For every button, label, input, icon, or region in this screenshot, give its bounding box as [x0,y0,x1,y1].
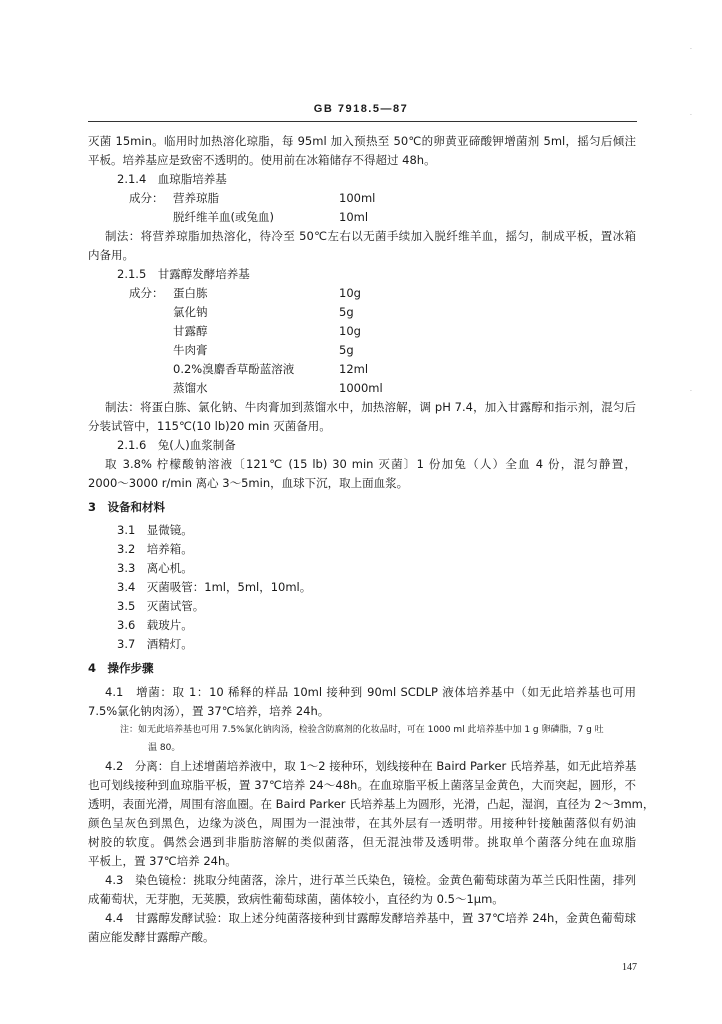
paragraph-line: 颜色呈灰色到黑色，边缘为淡色，周围为一混浊带，在其外层有一透明带。用接种针接触菌落似有奶油 [88,816,636,830]
ingredients-label: 成分： [129,286,164,300]
page-number: 147 [622,962,637,973]
equipment-item: 3.6 载玻片。 [117,618,193,632]
ingredient-quantity: 5g [339,305,354,319]
subsection-heading: 2.1.6 兔(人)血浆制备 [117,438,236,452]
paragraph-line: 菌应能发酵甘露醇产酸。 [88,930,215,944]
ingredient-name: 脱纤维羊血(或兔血) [173,210,274,224]
paragraph-line: 4.3 染色镜检：挑取分纯菌落，涂片，进行革兰氏染色，镜检。金黄色葡萄球菌为革兰氏阳性菌，排列 [105,873,636,887]
ingredient-quantity: 12ml [339,362,369,376]
ingredient-name: 氯化钠 [173,305,208,319]
subsection-heading: 2.1.5 甘露醇发酵培养基 [117,267,250,281]
scan-mark: · [690,112,692,119]
paragraph-line: 7.5%氯化钠肉汤），置 37℃培养，培养 24h。 [88,704,330,718]
equipment-item: 3.2 培养箱。 [117,542,193,556]
ingredient-name: 甘露醇 [173,324,208,338]
paragraph-line: 平板。培养基应是致密不透明的。使用前在冰箱储存不得超过 48h。 [88,153,436,167]
ingredient-quantity: 10g [339,286,361,300]
method-line: 分装试管中，115℃(10 lb)20 min 灭菌备用。 [88,419,331,433]
paragraph-line: 取 3.8% 柠檬酸钠溶液〔121℃ (15 lb) 30 min 灭菌〕1 份加兔（人）全血 4 份，混匀静置， [105,457,636,471]
ingredient-name: 蒸馏水 [173,381,208,395]
equipment-item: 3.4 灭菌吸管：1ml，5ml，10ml。 [117,580,312,594]
note-line: 温 80。 [148,743,181,753]
section-heading: 4 操作步骤 [88,661,154,675]
paragraph-line: 灭菌 15min。临用时加热溶化琼脂，每 95ml 加入预热至 50℃的卵黄亚碲酸钾增菌剂 5ml，摇匀后倾注 [88,134,636,148]
scan-mark: · [690,388,692,395]
method-line: 制法：将蛋白胨、氯化钠、牛肉膏加到蒸馏水中，加热溶解，调 pH 7.4，加入甘露醇和指示剂，混匀后 [105,400,636,414]
equipment-item: 3.3 离心机。 [117,561,193,575]
paragraph-line: 平板上，置 37℃培养 24h。 [88,854,237,868]
paragraph-line: 也可划线接种到血琼脂平板，置 37℃培养 24～48h。在血琼脂平板上菌落呈金黄色，大而突起，圆形，不 [88,778,636,792]
scan-mark: · [690,46,692,53]
subsection-heading: 2.1.4 血琼脂培养基 [117,172,227,186]
equipment-item: 3.7 酒精灯。 [117,637,193,651]
paragraph-line: 2000～3000 r/min 离心 3～5min，血球下沉，取上面血浆。 [88,476,409,490]
method-line: 内备用。 [88,248,134,262]
equipment-item: 3.1 显微镜。 [117,523,193,537]
paragraph-line: 透明，表面光滑，周围有溶血圈。在 Baird Parker 氏培养基上为圆形，光滑，凸起，湿润，直径为 2～3mm， [88,797,655,811]
equipment-item: 3.5 灭菌试管。 [117,599,205,613]
ingredient-name: 牛肉膏 [173,343,208,357]
ingredient-name: 蛋白胨 [173,286,208,300]
paragraph-line: 4.2 分离：自上述增菌培养液中，取 1～2 接种环，划线接种在 Baird Parker 氏培养基，如无此培养基 [105,759,637,773]
ingredient-name: 0.2%溴麝香草酚蓝溶液 [173,362,295,376]
ingredient-name: 营养琼脂 [173,191,219,205]
paragraph-line: 成葡萄状，无芽胞，无荚膜，致病性葡萄球菌，菌体较小，直径约为 0.5～1μm。 [88,892,504,906]
ingredient-quantity: 10ml [339,210,369,224]
paragraph-line: 树胶的软度。偶然会遇到非脂肪溶解的类似菌落，但无混浊带及透明带。挑取单个菌落分纯在血琼脂 [88,835,636,849]
method-line: 制法：将营养琼脂加热溶化，待冷至 50℃左右以无菌手续加入脱纤维羊血，摇匀，制成平板，置冰箱 [105,229,636,243]
ingredient-quantity: 5g [339,343,354,357]
ingredient-quantity: 1000ml [339,381,383,395]
ingredient-quantity: 10g [339,324,361,338]
note-line: 注：如无此培养基也可用 7.5%氯化钠肉汤，检验含防腐剂的化妆品时，可在 1000 ml 此培养基中加 1 g 卵磷脂，7 g 吐 [120,725,604,735]
ingredients-label: 成分： [129,191,164,205]
paragraph-line: 4.4 甘露醇发酵试验：取上述分纯菌落接种到甘露醇发酵培养基中，置 37℃培养 24h，金黄色葡萄球 [105,911,636,925]
ingredient-quantity: 100ml [339,191,376,205]
section-heading: 3 设备和材料 [88,500,166,514]
header-rule [88,121,637,122]
standard-header: GB 7918.5—87 [313,103,409,115]
paragraph-line: 4.1 增菌：取 1：10 稀释的样品 10ml 接种到 90ml SCDLP 液体培养基中（如无此培养基也可用 [105,685,636,699]
